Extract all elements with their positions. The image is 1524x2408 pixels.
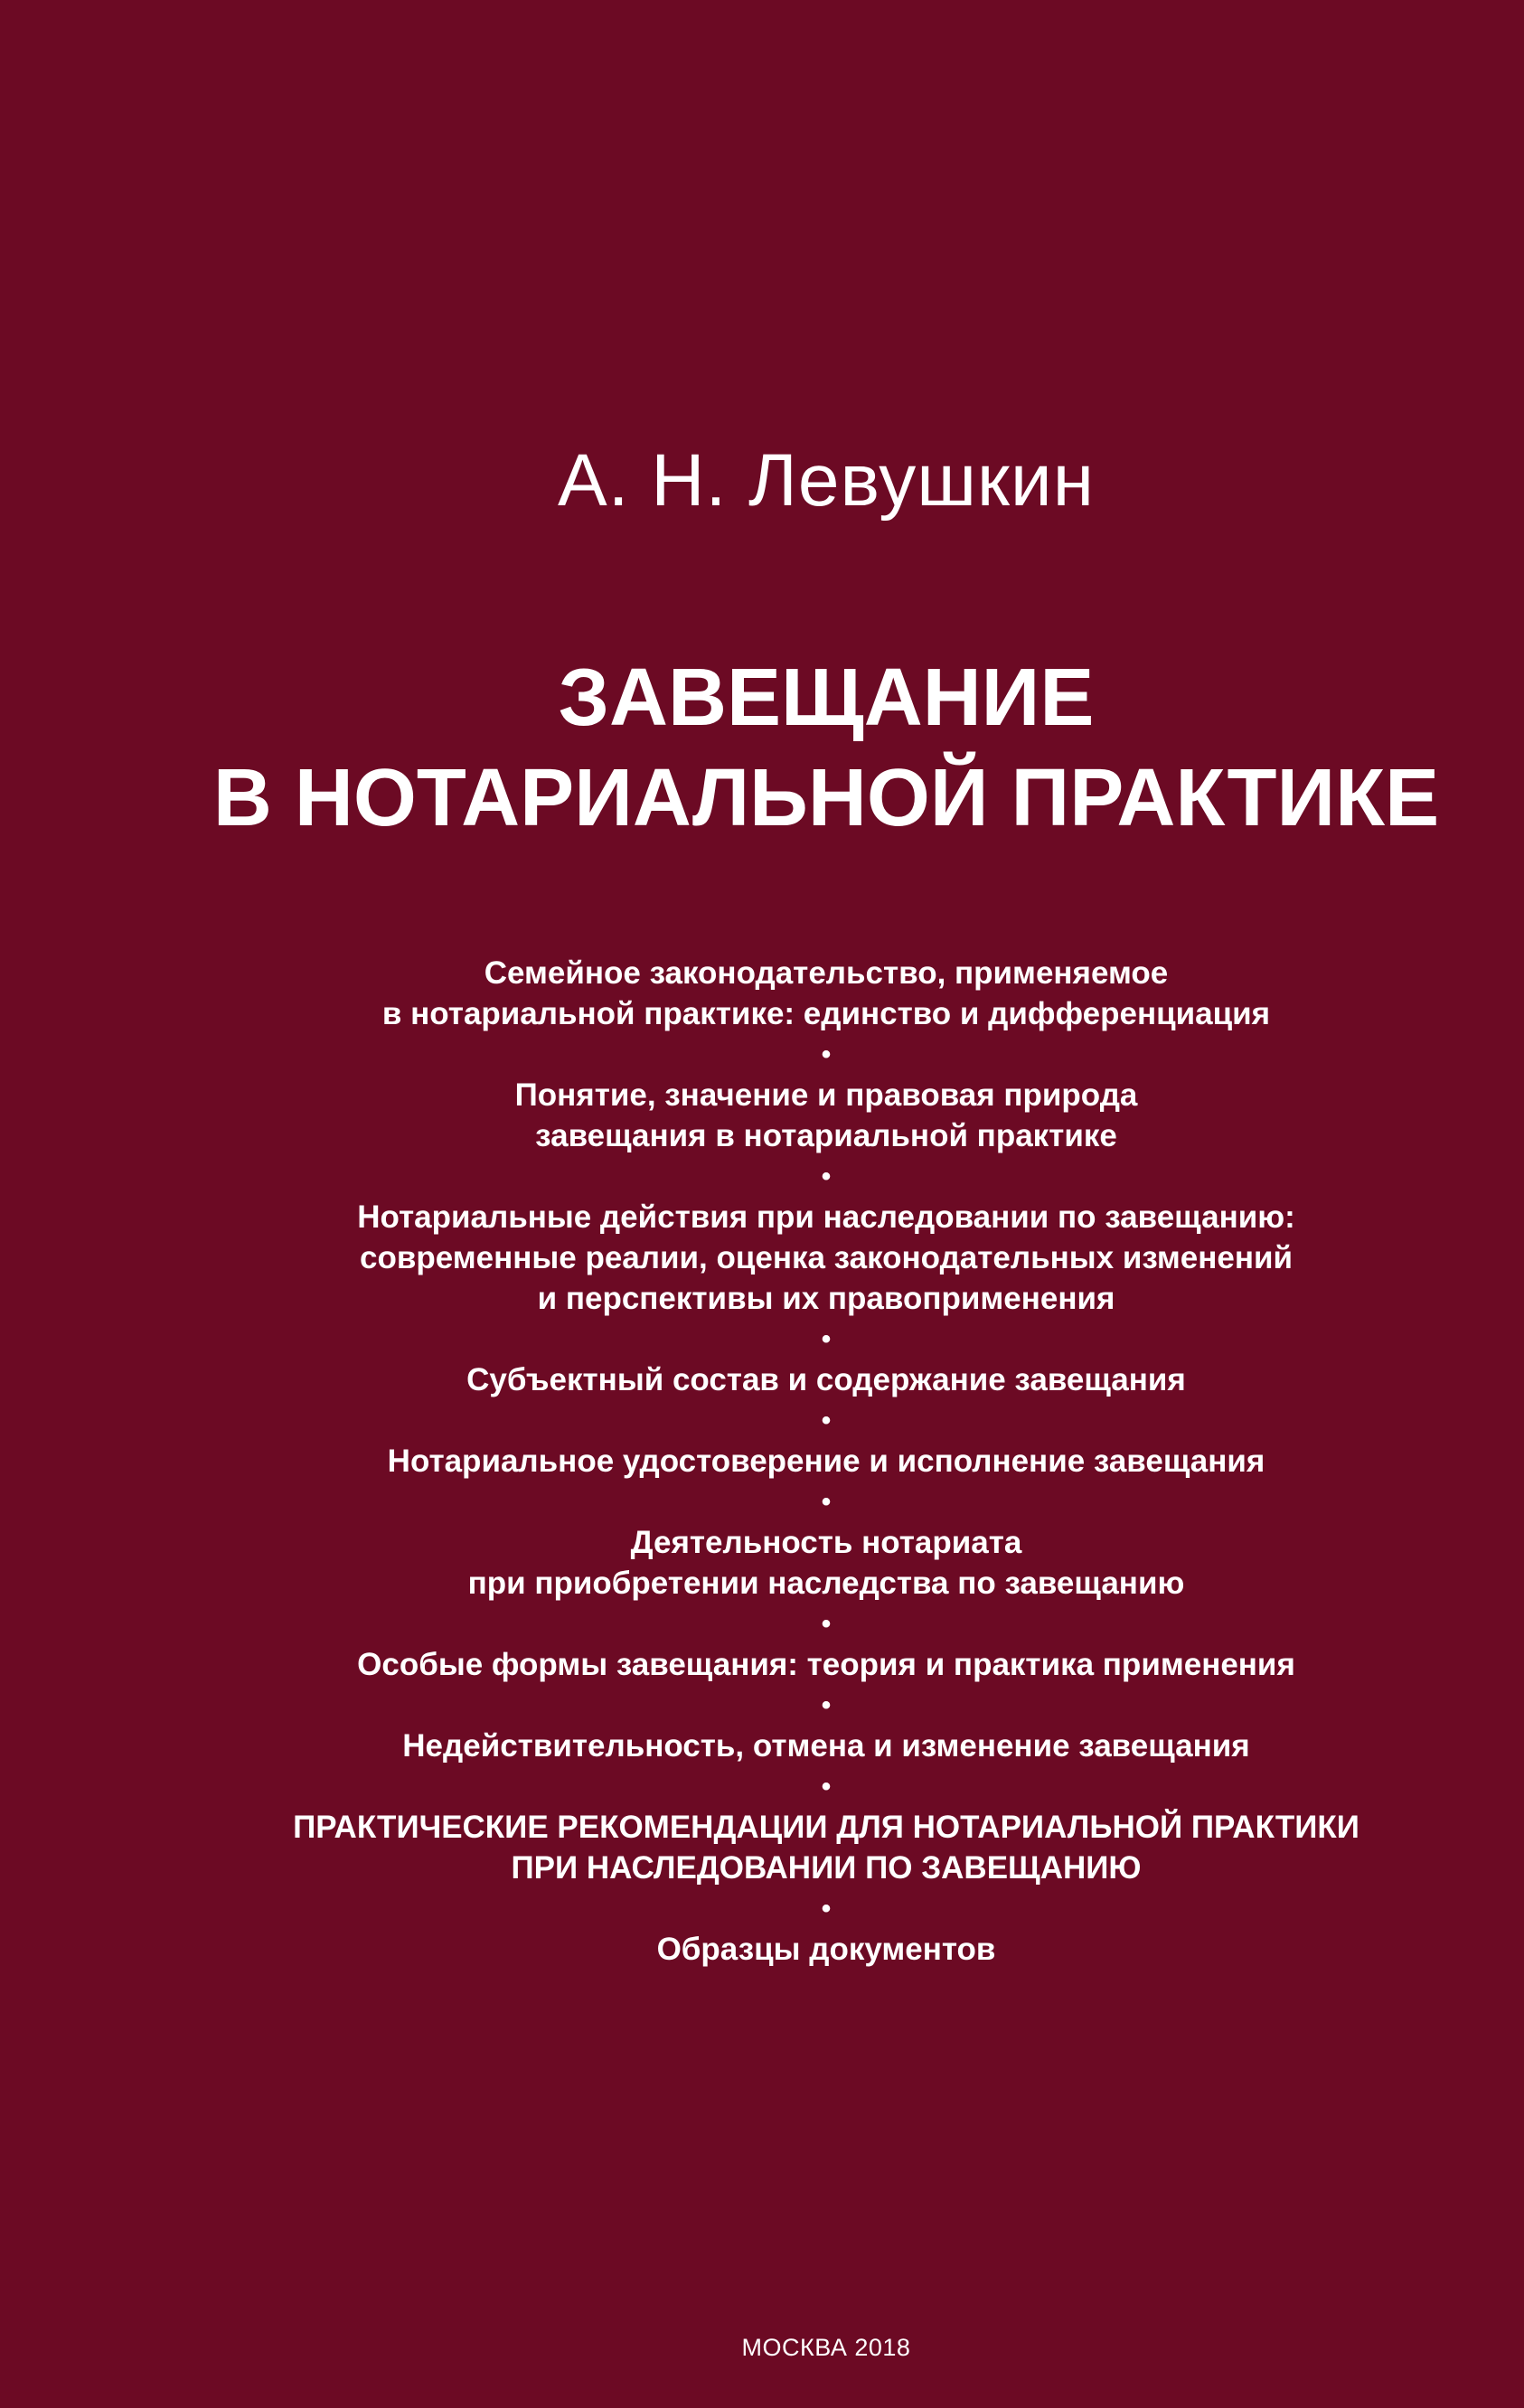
contents-line: Понятие, значение и правовая природа <box>514 1077 1138 1113</box>
contents-item <box>128 1359 1524 1400</box>
contents-item <box>128 1197 1524 1319</box>
contents-line: завещания в нотариальной практике <box>535 1118 1117 1153</box>
separator-bullet: • <box>821 1039 832 1069</box>
contents-item <box>128 1644 1524 1685</box>
contents-list <box>128 953 1524 1970</box>
contents-line: Нотариальные действия при наследовании по завещанию: <box>357 1199 1295 1235</box>
contents-line: Недействительность, отмена и изменение завещания <box>402 1728 1250 1764</box>
separator-bullet: • <box>821 1487 832 1517</box>
contents-item <box>128 1441 1524 1481</box>
contents-line: Образцы документов <box>656 1932 996 1967</box>
separator-bullet: • <box>821 1406 832 1435</box>
contents-item <box>128 1726 1524 1766</box>
contents-item <box>128 1075 1524 1156</box>
separator-bullet: • <box>821 1609 832 1639</box>
title-line: В НОТАРИАЛЬНОЙ ПРАКТИКЕ <box>212 753 1440 843</box>
contents-item <box>128 1929 1524 1970</box>
title-line: ЗАВЕЩАНИЕ <box>558 653 1095 743</box>
contents-item <box>128 1522 1524 1604</box>
contents-line: ПРАКТИЧЕСКИЕ РЕКОМЕНДАЦИИ ДЛЯ НОТАРИАЛЬНОЙ ПРАКТИКИ <box>293 1810 1359 1845</box>
contents-line: в нотариальной практике: единство и дифференциация <box>381 996 1271 1031</box>
contents-item <box>128 953 1524 1034</box>
contents-line: Деятельность нотариата <box>630 1525 1022 1560</box>
contents-line: и перспективы их правоприменения <box>537 1281 1115 1316</box>
contents-line: Особые формы завещания: теория и практика применения <box>357 1647 1295 1682</box>
contents-line: при приобретении наследства по завещанию <box>467 1566 1185 1601</box>
separator-bullet: • <box>821 1690 832 1720</box>
contents-line: Семейное законодательство, применяемое <box>484 955 1169 991</box>
separator-bullet: • <box>821 1162 832 1191</box>
imprint: МОСКВА 2018 <box>741 2334 911 2361</box>
contents-line: Нотариальное удостоверение и исполнение завещания <box>387 1444 1265 1479</box>
contents-line: Субъектный состав и содержание завещания <box>466 1362 1186 1397</box>
contents-line: ПРИ НАСЛЕДОВАНИИ ПО ЗАВЕЩАНИЮ <box>511 1850 1142 1886</box>
book-title <box>128 648 1524 849</box>
contents-item <box>128 1807 1524 1888</box>
contents-line: современные реалии, оценка законодательных изменений <box>359 1240 1294 1275</box>
separator-bullet: • <box>821 1772 832 1801</box>
separator-bullet: • <box>821 1324 832 1354</box>
author-name: А. Н. Левушкин <box>558 439 1095 522</box>
separator-bullet: • <box>821 1894 832 1924</box>
